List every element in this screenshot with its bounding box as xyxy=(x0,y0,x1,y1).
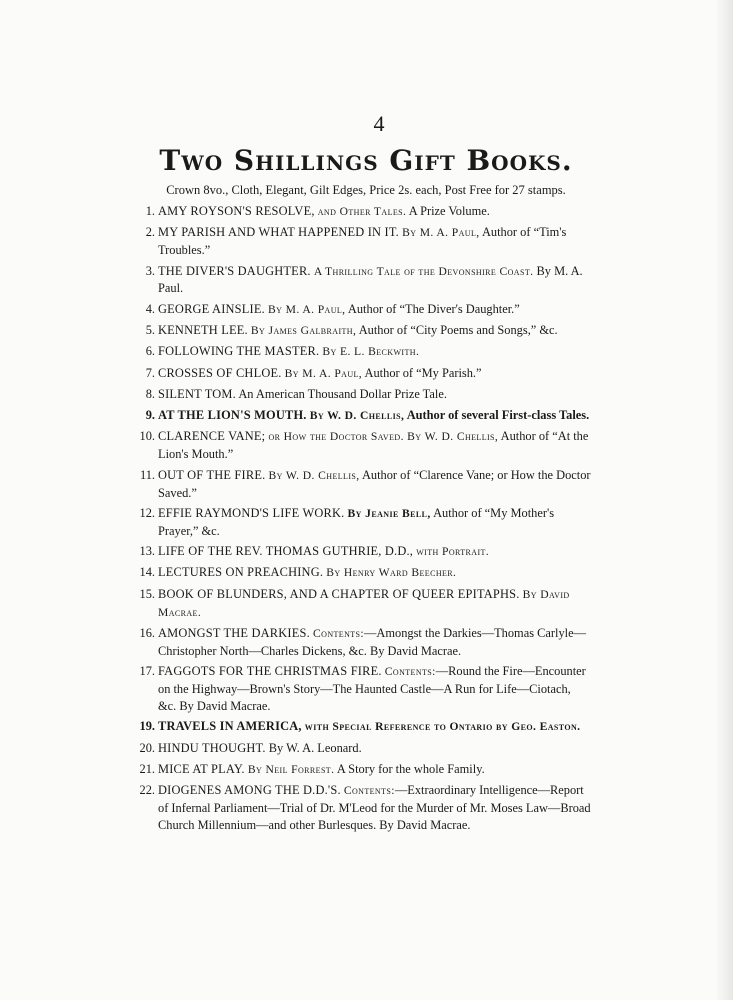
book-smallcaps: with Special Reference to Ontario by Geo. Easton. xyxy=(304,720,581,734)
book-number: 13. xyxy=(139,544,155,559)
book-smallcaps: A Thrilling Tale of the Devonshire Coast. xyxy=(313,264,534,278)
book-smallcaps: Contents: xyxy=(313,626,365,640)
book-item xyxy=(140,203,592,221)
book-title: TRAVELS IN AMERICA, xyxy=(158,719,302,734)
book-item xyxy=(140,301,592,319)
book-item xyxy=(140,564,592,582)
book-item xyxy=(140,407,592,425)
book-description: —Amongst the Darkies—Thomas Carlyle—Christopher North—Charles Dickens, &c. By David Macrae. xyxy=(158,625,586,658)
book-smallcaps: and Other Tales. xyxy=(317,205,407,218)
book-item xyxy=(140,224,592,259)
book-number: 6. xyxy=(145,344,155,359)
book-title: MICE AT PLAY. xyxy=(158,761,245,776)
book-title: AT THE LION'S MOUTH. xyxy=(158,408,307,423)
book-number: 3. xyxy=(145,263,155,278)
book-item xyxy=(140,625,592,660)
book-title: LIFE OF THE REV. THOMAS GUTHRIE, D.D., xyxy=(158,544,414,559)
book-item xyxy=(140,263,592,298)
book-smallcaps: By M. A. Paul, xyxy=(284,366,363,380)
book-title: DIOGENES AMONG THE D.D.'S. xyxy=(158,783,341,798)
book-item xyxy=(140,543,592,561)
book-item xyxy=(140,505,592,540)
book-title: THE DIVER'S DAUGHTER. xyxy=(158,263,311,278)
book-description: Author of “My Mother's Prayer,” &c. xyxy=(158,505,555,538)
book-description: By W. A. Leonard. xyxy=(268,740,362,755)
book-number: 21. xyxy=(139,761,155,776)
book-item xyxy=(140,663,592,715)
book-number: 11. xyxy=(139,467,155,482)
book-title: GEORGE AINSLIE. xyxy=(158,301,265,316)
book-number: 2. xyxy=(145,225,155,240)
book-number: 7. xyxy=(145,365,155,380)
book-title: HINDU THOUGHT. xyxy=(158,740,266,755)
book-description: A Story for the whole Family. xyxy=(336,761,485,776)
catalogue-page xyxy=(140,112,592,837)
book-description: By M. A. Paul. xyxy=(158,263,583,296)
book-smallcaps: By Neil Forrest. xyxy=(247,762,335,776)
book-title: FAGGOTS FOR THE CHRISTMAS FIRE. xyxy=(158,664,382,679)
book-number: 17. xyxy=(139,664,155,679)
book-smallcaps: Contents: xyxy=(343,784,395,798)
book-number: 19. xyxy=(139,719,155,734)
book-smallcaps: or How the Doctor Saved. By W. D. Chellis, xyxy=(268,430,499,444)
book-description: A Prize Volume. xyxy=(408,204,490,218)
book-number: 4. xyxy=(145,301,155,316)
book-number: 20. xyxy=(139,740,155,755)
book-item xyxy=(140,322,592,340)
book-number: 16. xyxy=(139,625,155,640)
book-title: MY PARISH AND WHAT HAPPENED IN IT. xyxy=(158,225,399,240)
book-description: —Extraordinary Intelligence—Report of Infernal Parliament—Trial of Dr. M'Leod for the Murder of Mr. Moses Law—Broad Church Millennium—and other Burlesques. By David Macrae. xyxy=(158,783,591,832)
book-title: AMONGST THE DARKIES. xyxy=(158,625,310,640)
book-number: 9. xyxy=(145,408,155,423)
book-number: 10. xyxy=(139,429,155,444)
book-smallcaps: By E. L. Beckwith. xyxy=(322,345,420,359)
book-title: SILENT TOM. xyxy=(158,386,236,401)
book-number: 22. xyxy=(139,783,155,798)
book-title: BOOK OF BLUNDERS, AND A CHAPTER OF QUEER EPITAPHS. xyxy=(158,586,520,601)
page-subtitle: Crown 8vo., Cloth, Elegant, Gilt Edges, Price 2s. each, Post Free for 27 stamps. xyxy=(166,183,566,197)
book-description: Author of several First-class Tales. xyxy=(406,408,590,423)
book-title: EFFIE RAYMOND'S LIFE WORK. xyxy=(158,505,345,520)
book-number: 1. xyxy=(145,204,155,218)
book-description: Author of “My Parish.” xyxy=(364,365,482,380)
book-description: Author of “Tim's Troubles.” xyxy=(158,225,567,258)
page-title: Two Shillings Gift Books. xyxy=(159,144,573,177)
book-smallcaps: Contents: xyxy=(384,665,436,679)
book-title: FOLLOWING THE MASTER. xyxy=(158,344,320,359)
book-number: 5. xyxy=(145,323,155,337)
book-item xyxy=(140,782,592,834)
book-item xyxy=(140,343,592,361)
book-number: 15. xyxy=(139,586,155,601)
book-number: 12. xyxy=(139,505,155,520)
book-description: Author of “The Diver's Daughter.” xyxy=(347,301,520,316)
book-item xyxy=(140,586,592,622)
page-edge-shadow xyxy=(715,0,733,1000)
book-description: Author of “At the Lion's Mouth.” xyxy=(158,429,589,462)
book-smallcaps: By M. A. Paul, xyxy=(268,302,346,316)
book-item xyxy=(140,740,592,758)
book-smallcaps: By M. A. Paul, xyxy=(402,226,480,240)
book-title: LECTURES ON PREACHING. xyxy=(158,565,324,580)
book-description: Author of “City Poems and Songs,” &c. xyxy=(358,323,558,337)
book-smallcaps: By W. D. Chellis, xyxy=(309,409,405,423)
book-title: OUT OF THE FIRE. xyxy=(158,467,266,482)
book-number: 8. xyxy=(145,386,155,401)
book-title: CLARENCE VANE; xyxy=(158,429,266,444)
book-number: 14. xyxy=(139,565,155,580)
page-number: 4 xyxy=(373,111,385,136)
book-title: CROSSES OF CHLOE. xyxy=(158,365,282,380)
book-smallcaps: By David Macrae. xyxy=(158,587,570,619)
book-description: —Round the Fire—Encounter on the Highway—Brown's Story—The Haunted Castle—A Run for Life—Ciotach, &c. By David Macrae. xyxy=(158,664,586,713)
book-smallcaps: By Jeanie Bell, xyxy=(347,506,431,520)
book-smallcaps: By Henry Ward Beecher. xyxy=(326,566,457,580)
book-title: AMY ROYSON'S RESOLVE, xyxy=(158,204,315,218)
book-smallcaps: with Portrait. xyxy=(416,545,490,559)
book-item xyxy=(140,386,592,404)
book-smallcaps: By James Galbraith, xyxy=(250,324,357,337)
book-item xyxy=(140,365,592,383)
book-item xyxy=(140,761,592,779)
book-smallcaps: By W. D. Chellis, xyxy=(268,468,360,482)
book-description: An American Thousand Dollar Prize Tale. xyxy=(238,386,447,401)
book-item xyxy=(140,428,592,463)
book-item xyxy=(140,467,592,502)
book-title: KENNETH LEE. xyxy=(158,323,248,337)
book-description: Author of “Clarence Vane; or How the Doctor Saved.” xyxy=(158,467,591,500)
book-list xyxy=(140,203,592,834)
book-item xyxy=(140,718,592,736)
